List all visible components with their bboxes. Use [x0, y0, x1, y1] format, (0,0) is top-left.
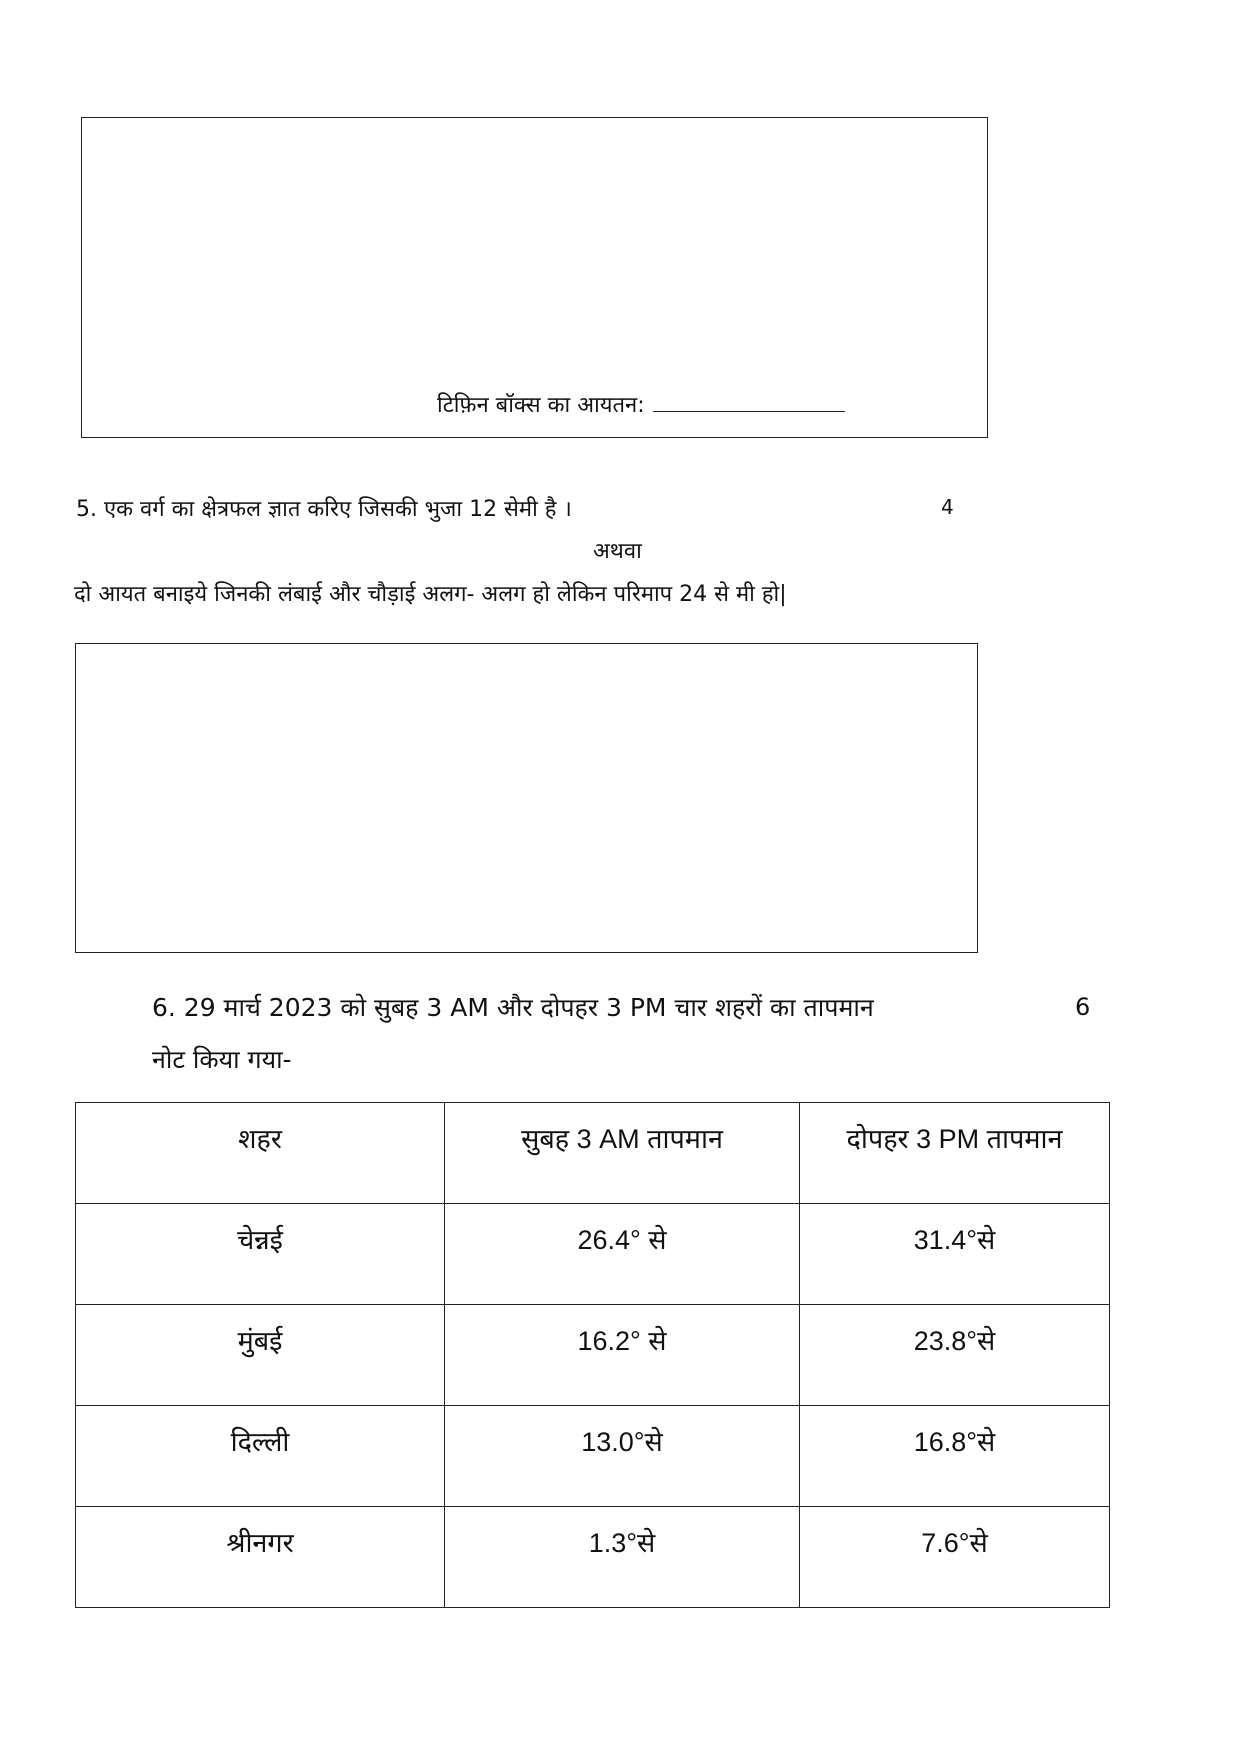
tiffin-volume-line	[437, 389, 845, 419]
afternoon-temp-cell: 7.6°से	[800, 1507, 1110, 1608]
table-row	[76, 1406, 1110, 1507]
table-header-row	[76, 1103, 1110, 1204]
header-afternoon-temp: दोपहर 3 PM तापमान	[800, 1103, 1110, 1204]
city-cell: मुंबई	[76, 1305, 445, 1406]
header-city: शहर	[76, 1103, 445, 1204]
question-5-marks: 4	[941, 495, 954, 519]
table-row	[76, 1305, 1110, 1406]
afternoon-temp-cell: 16.8°से	[800, 1406, 1110, 1507]
afternoon-temp-cell: 23.8°से	[800, 1305, 1110, 1406]
morning-temp-cell: 16.2° से	[445, 1305, 800, 1406]
tiffin-volume-label: टिफ़िन बॉक्स का आयतन:	[437, 393, 645, 418]
table-row	[76, 1204, 1110, 1305]
or-separator: अथवा	[593, 539, 642, 564]
question-5-alternative: दो आयत बनाइये जिनकी लंबाई और चौड़ाई अलग- अलग हो लेकिन परिमाप 24 से मी हो|	[74, 582, 787, 607]
answer-blank	[653, 411, 845, 412]
question-5-answer-box	[75, 643, 978, 953]
question-5-text: 5. एक वर्ग का क्षेत्रफल ज्ञात करिए जिसकी भुजा 12 सेमी है ।	[76, 497, 572, 522]
temperature-table	[75, 1102, 1110, 1608]
morning-temp-cell: 26.4° से	[445, 1204, 800, 1305]
header-morning-temp: सुबह 3 AM तापमान	[445, 1103, 800, 1204]
city-cell: श्रीनगर	[76, 1507, 445, 1608]
afternoon-temp-cell: 31.4°से	[800, 1204, 1110, 1305]
question-6-text-line2: नोट किया गया-	[152, 1045, 292, 1074]
table-row	[76, 1507, 1110, 1608]
morning-temp-cell: 13.0°से	[445, 1406, 800, 1507]
question-6-marks: 6	[1075, 993, 1091, 1021]
morning-temp-cell: 1.3°से	[445, 1507, 800, 1608]
tiffin-answer-box	[81, 117, 988, 438]
question-6-text-line1: 6. 29 मार्च 2023 को सुबह 3 AM और दोपहर 3 PM चार शहरों का तापमान	[152, 993, 874, 1022]
city-cell: चेन्नई	[76, 1204, 445, 1305]
city-cell: दिल्ली	[76, 1406, 445, 1507]
